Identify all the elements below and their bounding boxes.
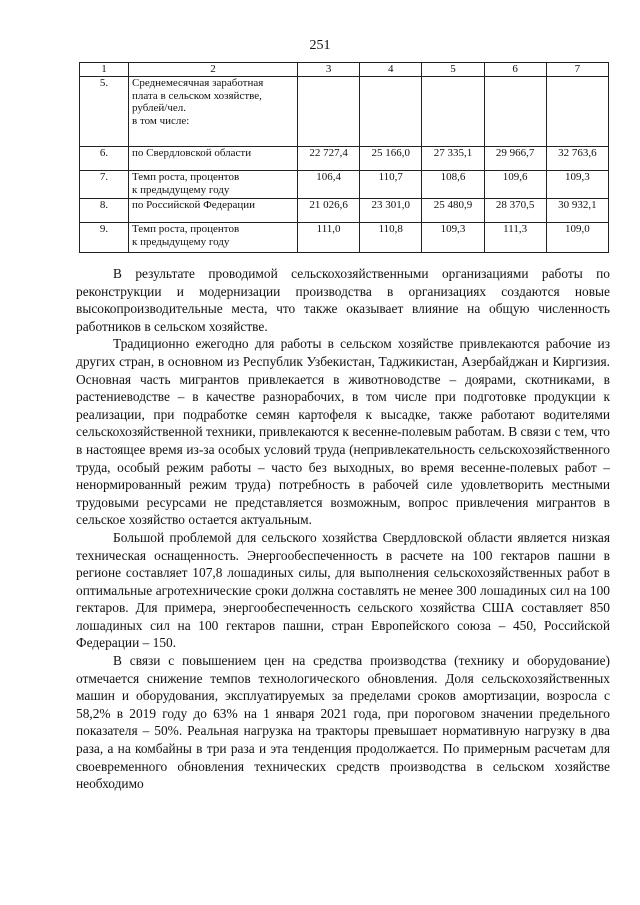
value-cell: 30 932,1 — [546, 199, 608, 223]
value-cell: 106,4 — [297, 171, 359, 199]
paragraph: Традиционно ежегодно для работы в сельском хозяйстве привлекаются рабочие из других стран, в основном из Республик Узбекистан, Таджикистан, Азербайджан и Киргизия. Основная часть мигрантов привлекается в животноводстве – доярами, скотниками, в растениеводстве – в качестве разнорабочих, в том числе при подготовке продукции к реализации, при подработке семян картофеля к высадке, также работают водителями сельскохозяйственной техники, привлекаются к весенне-полевым работам. В связи с тем, что в настоящее время из-за особых условий труда (непривлекательность сельскохозяйственного труда, особый режим работы – часто без выходных, во время весенне-полевых работ – ненормированный режим труда) потребность в рабочей силе удовлетворить местными трудовыми ресурсами не представляется возможным, вопрос привлечения мигрантов в сельское хозяйство остается актуальным. — [76, 336, 610, 528]
value-cell: 108,6 — [422, 171, 484, 199]
value-cell — [360, 77, 422, 147]
row-label — [129, 147, 298, 171]
table-row — [80, 77, 609, 147]
value-cell: 109,0 — [546, 223, 608, 253]
row-label-line: Темп роста, процентов — [132, 223, 240, 235]
table-header-cell: 2 — [129, 63, 298, 77]
value-cell: 25 480,9 — [422, 199, 484, 223]
row-label — [129, 199, 298, 223]
value-cell: 109,3 — [422, 223, 484, 253]
table-row — [80, 199, 609, 223]
table-row — [80, 171, 609, 199]
table-row — [80, 223, 609, 253]
table-header-cell: 3 — [297, 63, 359, 77]
paragraph: В результате проводимой сельскохозяйственными организациями работы по реконструкции и модернизации производства в организациях создаются новые высокопроизводительные места, что также оказывает влияние на общую численность работников в сельском хозяйстве. — [76, 266, 610, 334]
value-cell: 25 166,0 — [360, 147, 422, 171]
table-header-cell: 1 — [80, 63, 129, 77]
table-row — [80, 147, 609, 171]
table-header-row — [80, 63, 609, 77]
value-cell — [422, 77, 484, 147]
value-cell: 32 763,6 — [546, 147, 608, 171]
row-number: 5. — [80, 77, 129, 147]
value-cell: 22 727,4 — [297, 147, 359, 171]
row-label — [129, 77, 298, 147]
row-label-line: к предыдущему году — [132, 235, 230, 248]
value-cell — [484, 77, 546, 147]
row-label-line: по Свердловской области — [132, 147, 252, 159]
row-label-line: плата в сельском хозяйстве, — [132, 89, 262, 102]
value-cell: 109,6 — [484, 171, 546, 199]
value-cell: 111,3 — [484, 223, 546, 253]
row-number: 7. — [80, 171, 129, 199]
value-cell: 27 335,1 — [422, 147, 484, 171]
body-text — [76, 265, 610, 793]
row-label — [129, 223, 298, 253]
row-number: 9. — [80, 223, 129, 253]
value-cell: 109,3 — [546, 171, 608, 199]
table-header-cell: 5 — [422, 63, 484, 77]
value-cell: 111,0 — [297, 223, 359, 253]
paragraph: В связи с повышением цен на средства производства (технику и оборудование) отмечается снижение темпов технологического обновления. Доля сельскохозяйственных машин и оборудования, эксплуатируемых за пределами сроков амортизации, возросла с 58,2% в 2019 году до 63% на 1 января 2021 года, при пороговом значении предельного показателя – 50%. Реальная нагрузка на тракторы превышает нормативную нагрузку в два раза, а на комбайны в три раза и эта тенденция продолжается. По примерным расчетам для своевременного обновления технических средств производства в сельском хозяйстве необходимо — [76, 653, 610, 792]
value-cell — [546, 77, 608, 147]
value-cell: 21 026,6 — [297, 199, 359, 223]
value-cell: 29 966,7 — [484, 147, 546, 171]
page-number: 251 — [309, 38, 331, 53]
value-cell — [297, 77, 359, 147]
value-cell: 28 370,5 — [484, 199, 546, 223]
value-cell: 23 301,0 — [360, 199, 422, 223]
row-number: 8. — [80, 199, 129, 223]
row-label-line: в том числе: — [132, 114, 190, 127]
row-label-line: по Российской Федерации — [132, 199, 256, 211]
row-label — [129, 171, 298, 199]
statistics-table — [79, 62, 609, 253]
row-label-line: Среднемесячная заработная — [132, 77, 264, 89]
value-cell: 110,8 — [360, 223, 422, 253]
paragraph: Большой проблемой для сельского хозяйства Свердловской области является низкая техническая оснащенность. Энергообеспеченность в расчете на 100 гектаров пашни в регионе составляет 107,8 лошадиных силы, для выполнения сельскохозяйственных работ в оптимальные агротехнические сроки должна составлять не менее 300 лошадиных сил на 100 гектаров. Для примера, энергообеспеченность сельского хозяйства США составляет 850 лошадиных сил на 100 гектаров пашни, стран Европейского союза – 450, Российской Федерации – 150. — [76, 529, 610, 651]
value-cell: 110,7 — [360, 171, 422, 199]
row-label-line: рублей/чел. — [132, 102, 187, 114]
table-header-cell: 6 — [484, 63, 546, 77]
row-label-line: к предыдущему году — [132, 183, 230, 196]
row-label-line: Темп роста, процентов — [132, 171, 240, 183]
row-number: 6. — [80, 147, 129, 171]
table-header-cell: 4 — [360, 63, 422, 77]
table-header-cell: 7 — [546, 63, 608, 77]
